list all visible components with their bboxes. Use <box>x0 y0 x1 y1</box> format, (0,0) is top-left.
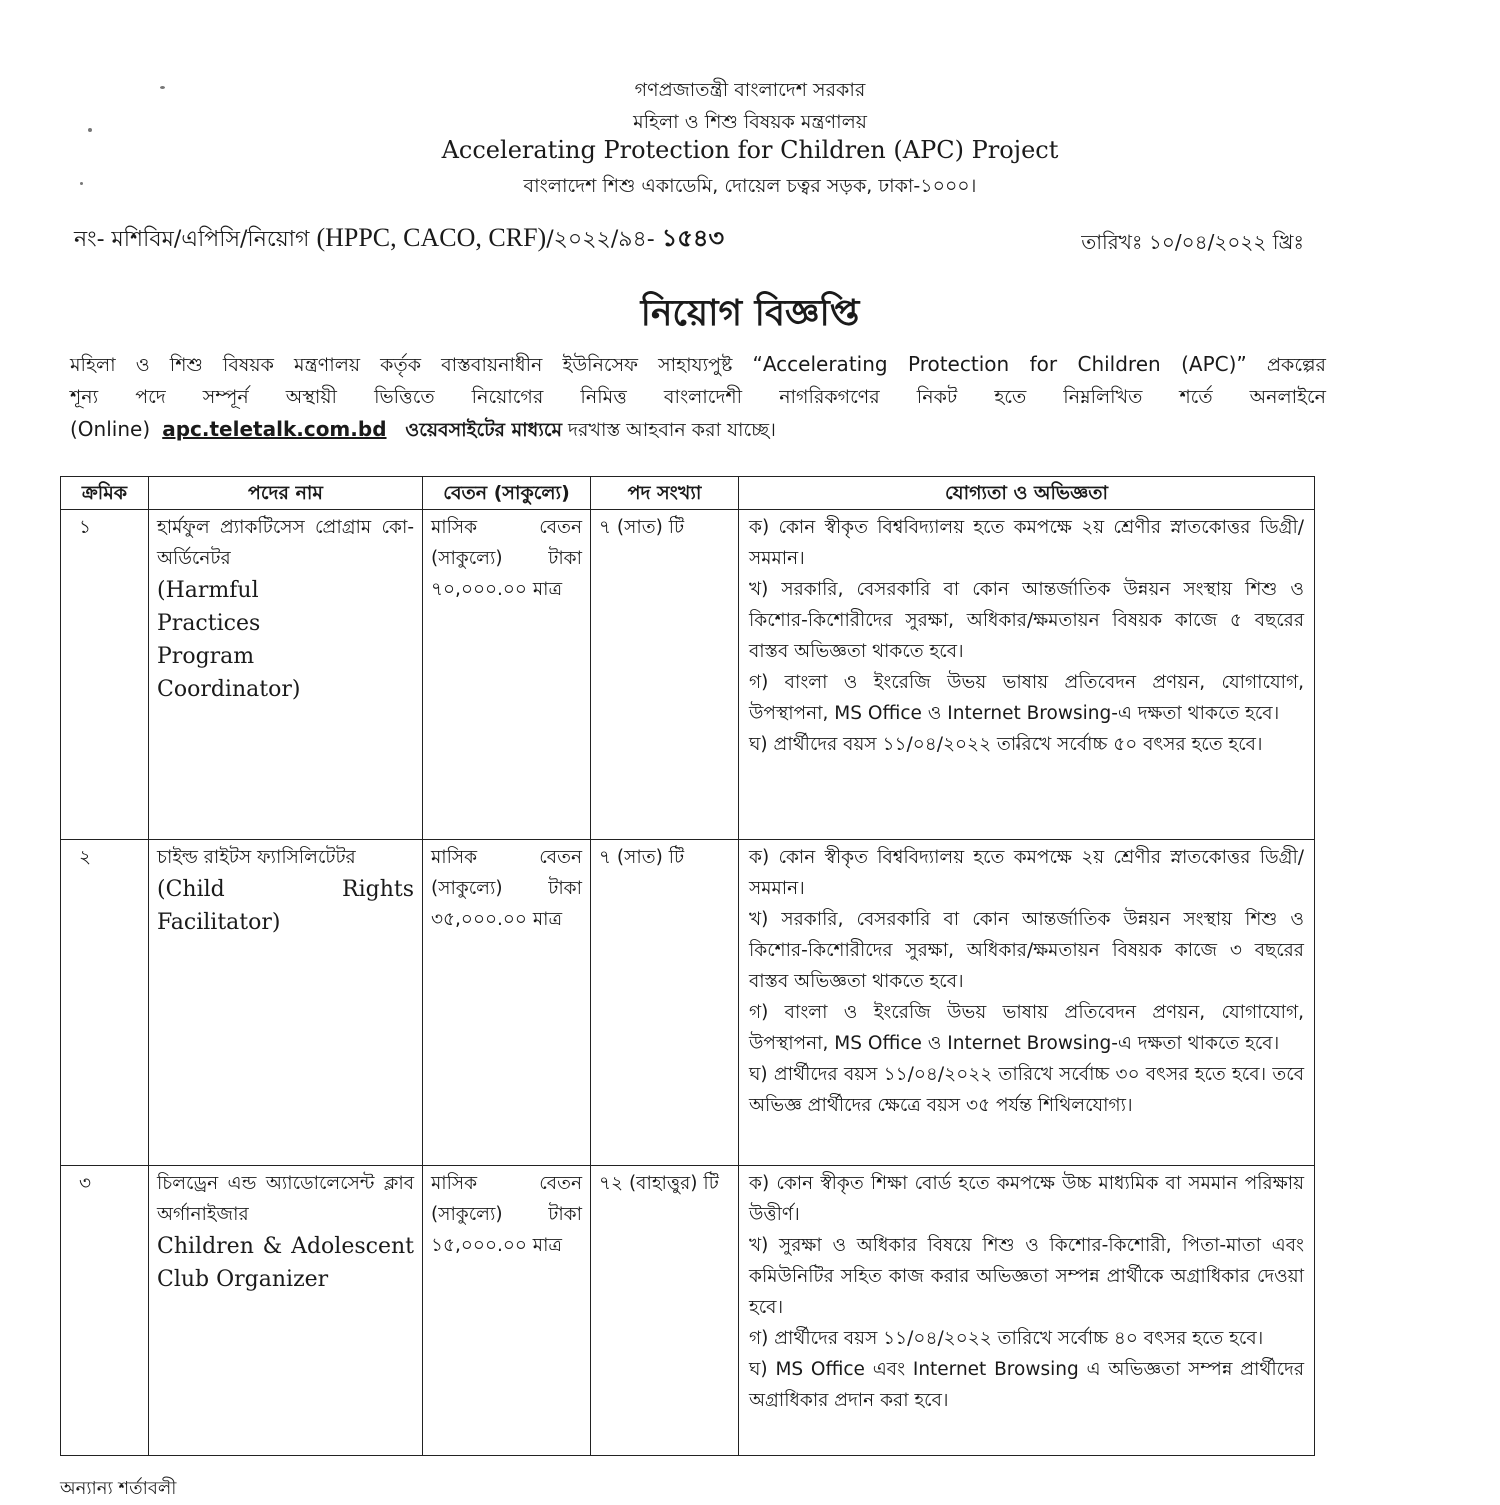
qualification-item: ক) কোন স্বীকৃত শিক্ষা বোর্ড হতে কমপক্ষে উচ্চ মাধ্যমিক বা সমমান পরিক্ষায় উত্তীর্ণ। <box>749 1173 1304 1225</box>
cell-qualification <box>739 510 1315 840</box>
cell-post-count: ৭ (সাত) টি <box>591 510 739 840</box>
post-title-bn: চিলড্রেন এন্ড অ্যাডোলেসেন্ট ক্লাব অর্গানাইজার <box>157 1173 414 1225</box>
cell-qualification <box>739 840 1315 1166</box>
qualification-item: গ) বাংলা ও ইংরেজি উভয় ভাষায় প্রতিবেদন প্রণয়ন, যোগাযোগ, উপস্থাপনা, MS Office ও Internet Browsing-এ দক্ষতা থাকতে হবে। <box>749 672 1304 724</box>
intro-online: (Online) <box>70 417 151 441</box>
col-header-post-name: পদের নাম <box>149 477 423 510</box>
col-header-serial: ক্রমিক <box>61 477 149 510</box>
memo-date: তারিখঃ ১০/০৪/২০২২ খ্রিঃ <box>1081 230 1304 254</box>
memo-prefix: নং- মশিবিম/এপিসি/নিয়োগ <box>74 227 317 252</box>
table-row <box>61 510 1315 840</box>
vacancy-table <box>60 476 1315 1456</box>
cell-post-name <box>149 1166 423 1456</box>
qualification-item: গ) বাংলা ও ইংরেজি উভয় ভাষায় প্রতিবেদন প্রণয়ন, যোগাযোগ, উপস্থাপনা, MS Office ও Internet Browsing-এ দক্ষতা থাকতে হবে। <box>749 1002 1304 1054</box>
col-header-post-count: পদ সংখ্যা <box>591 477 739 510</box>
intro-text: প্রকল্পের <box>1246 354 1326 376</box>
post-title-bn: চাইল্ড রাইটস ফ্যাসিলিটেটর <box>157 847 356 868</box>
cell-serial: ২ <box>61 840 149 1166</box>
table-row <box>61 1166 1315 1456</box>
cell-post-name <box>149 840 423 1166</box>
cell-serial: ৩ <box>61 1166 149 1456</box>
cell-salary: মাসিক বেতন (সাকুল্যে) টাকা ৩৫,০০০.০০ মাত্র <box>423 840 591 1166</box>
qualification-item: ক) কোন স্বীকৃত বিশ্ববিদ্যালয় হতে কমপক্ষে ২য় শ্রেণীর স্নাতকোত্তর ডিগ্রী/সমমান। <box>749 847 1304 899</box>
cell-post-count: ৭২ (বাহাত্তুর) টি <box>591 1166 739 1456</box>
qualification-item: ঘ) MS Office এবং Internet Browsing এ অভিজ্ঞতা সম্পন্ন প্রার্থীদের অগ্রাধিকার প্রদান করা হবে। <box>749 1359 1304 1411</box>
intro-line-3 <box>70 413 1326 446</box>
header-address: বাংলাদেশ শিশু একাডেমি, দোয়েল চত্বর সড়ক, ঢাকা-১০০০। <box>523 175 977 197</box>
qualification-item: খ) সুরক্ষা ও অধিকার বিষয়ে শিশু ও কিশোর-কিশোরী, পিতা-মাতা এবং কমিউনিটির সহিত কাজ করার অভিজ্ঞতা সম্পন্ন প্রার্থীকে অগ্রাধিকার দেওয়া হবে। <box>749 1235 1304 1318</box>
page-title: নিয়োগ বিজ্ঞপ্তি <box>640 293 860 334</box>
header-ministry: মহিলা ও শিশু বিষয়ক মন্ত্রণালয় <box>633 111 867 133</box>
post-title-en: (Child Rights Facilitator) <box>157 877 414 935</box>
project-name: “Accelerating Protection for Children (APC)” <box>752 352 1247 376</box>
intro-line-1 <box>70 348 1326 381</box>
post-title-en: (Harmful Practices Program Coordinator) <box>157 578 301 702</box>
qualification-item: ঘ) প্রার্থীদের বয়স ১১/০৪/২০২২ তারিখে সর্বোচ্চ ৩০ বৎসর হতে হবে। তবে অভিজ্ঞ প্রার্থীদের ক্ষেত্রে বয়স ৩৫ পর্যন্ত শিথিলযোগ্য। <box>749 1064 1304 1116</box>
cell-post-count: ৭ (সাত) টি <box>591 840 739 1166</box>
qualification-item: ঘ) প্রার্থীদের বয়স ১১/০৪/২০২২ তারিখে সর্বোচ্চ ৫০ বৎসর হতে হবে। <box>749 734 1263 755</box>
intro-text: ওয়েবসাইটের মাধ্যমে <box>398 419 563 441</box>
post-title-en: Children & Adolescent Club Organizer <box>157 1234 414 1292</box>
col-header-qualification: যোগ্যতা ও অভিজ্ঞতা <box>739 477 1315 510</box>
memo-reference <box>74 220 724 260</box>
memo-suffix: /২০২২/৯৪- <box>546 227 662 252</box>
cell-salary: মাসিক বেতন (সাকুল্যে) টাকা ১৫,০০০.০০ মাত্র <box>423 1166 591 1456</box>
qualification-item: ক) কোন স্বীকৃত বিশ্ববিদ্যালয় হতে কমপক্ষে ২য় শ্রেণীর স্নাতকোত্তর ডিগ্রী/সমমান। <box>749 517 1304 569</box>
intro-paragraph <box>70 348 1326 446</box>
apply-website-link[interactable]: apc.teletalk.com.bd <box>162 417 387 441</box>
memo-number: ১৫৪৩ <box>661 224 725 252</box>
cell-serial: ১ <box>61 510 149 840</box>
cell-salary: মাসিক বেতন (সাকুল্যে) টাকা ৭০,০০০.০০ মাত্র <box>423 510 591 840</box>
post-title-bn: হার্মফুল প্র্যাকটিসেস প্রোগ্রাম কো-অর্ডিনেটর <box>157 517 414 569</box>
other-conditions-heading: অন্যান্য শর্তাবলী <box>60 1478 177 1499</box>
memo-codes: (HPPC, CACO, CRF) <box>316 223 547 252</box>
header-government: গণপ্রজাতন্ত্রী বাংলাদেশ সরকার <box>634 79 866 101</box>
table-header-row <box>61 477 1315 510</box>
cell-qualification <box>739 1166 1315 1456</box>
cell-post-name <box>149 510 423 840</box>
intro-line-2: শূন্য পদে সম্পূর্ন অস্থায়ী ভিত্তিতে নিয়োগের নিমিত্ত বাংলাদেশী নাগরিকগণের নিকট হতে নিম্নলিখিত শর্তে অনলাইনে <box>70 386 1326 408</box>
qualification-item: খ) সরকারি, বেসরকারি বা কোন আন্তর্জাতিক উন্নয়ন সংস্থায় শিশু ও কিশোর-কিশোরীদের সুরক্ষা, অধিকার/ক্ষমতায়ন বিষয়ক কাজে ৩ বছরের বাস্তব অভিজ্ঞতা থাকতে হবে। <box>749 909 1304 992</box>
table-row <box>61 840 1315 1166</box>
intro-text: মহিলা ও শিশু বিষয়ক মন্ত্রণালয় কর্তৃক বাস্তবায়নাধীন ইউনিসেফ সাহায্যপুষ্ট <box>70 354 753 376</box>
col-header-salary: বেতন (সাকুল্যে) <box>423 477 591 510</box>
qualification-item: খ) সরকারি, বেসরকারি বা কোন আন্তর্জাতিক উন্নয়ন সংস্থায় শিশু ও কিশোর-কিশোরীদের সুরক্ষা, অধিকার/ক্ষমতায়ন বিষয়ক কাজে ৫ বছরের বাস্তব অভিজ্ঞতা থাকতে হবে। <box>749 579 1304 662</box>
intro-text: দরখাস্ত আহবান করা যাচ্ছে। <box>562 419 776 441</box>
header-project: Accelerating Protection for Children (APC) Project <box>441 136 1059 164</box>
qualification-item: গ) প্রার্থীদের বয়স ১১/০৪/২০২২ তারিখে সর্বোচ্চ ৪০ বৎসর হতে হবে। <box>749 1328 1264 1349</box>
